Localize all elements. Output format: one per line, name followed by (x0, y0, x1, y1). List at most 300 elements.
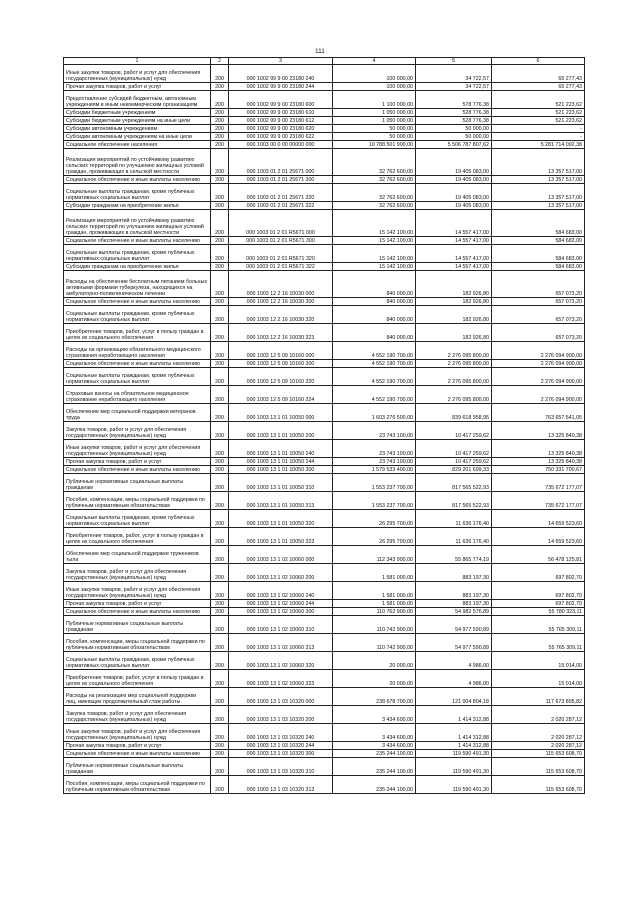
row-executed-cell: 34 722,57 (416, 83, 492, 91)
row-kbk-cell: 000 1003 13 1 01 10050 310 (229, 474, 333, 492)
row-code-cell: 200 (211, 724, 229, 742)
row-code-cell: 200 (211, 616, 229, 634)
row-code-cell: 200 (211, 109, 229, 117)
row-approved-cell: 3 434 600,00 (333, 742, 416, 750)
row-unexecuted-cell: 2 276 094 900,00 (492, 360, 585, 368)
row-code-cell: 200 (211, 184, 229, 202)
row-code-cell: 200 (211, 263, 229, 271)
row-name-cell: Социальные выплаты гражданам, кроме публичных нормативных социальных выплат (64, 510, 211, 528)
row-executed-cell: 4 986,00 (416, 670, 492, 688)
row-kbk-cell: 000 1003 13 1 02 10060 323 (229, 670, 333, 688)
row-code-cell: 200 (211, 176, 229, 184)
row-unexecuted-cell: 55 780 323,11 (492, 608, 585, 616)
row-name-cell: Закупка товаров, работ и услуг для обеспечения государственных (муниципальных) нужд (64, 564, 211, 582)
table-row (64, 564, 585, 582)
row-code-cell: 200 (211, 117, 229, 125)
row-code-cell: 200 (211, 83, 229, 91)
row-approved-cell: 26 295 700,00 (333, 510, 416, 528)
row-code-cell: 200 (211, 202, 229, 210)
row-kbk-cell: 000 1003 13 1 01 10050 323 (229, 528, 333, 546)
row-kbk-cell: 000 1003 12 5 09 10160 320 (229, 368, 333, 386)
row-executed-cell: 182 926,80 (416, 298, 492, 306)
row-kbk-cell: 000 1003 13 1 03 10320 240 (229, 724, 333, 742)
row-executed-cell: 10 417 259,62 (416, 458, 492, 466)
row-approved-cell: 32 762 600,00 (333, 202, 416, 210)
row-unexecuted-cell: 2 276 094 900,00 (492, 386, 585, 404)
row-name-cell: Социальное обеспечение и иные выплаты населению (64, 237, 211, 245)
row-approved-cell: 840 000,00 (333, 271, 416, 298)
row-executed-cell: 19 405 083,00 (416, 202, 492, 210)
table-row (64, 634, 585, 652)
row-kbk-cell: 000 1003 01 2 01 25671 320 (229, 184, 333, 202)
row-approved-cell: 4 552 190 700,00 (333, 360, 416, 368)
row-name-cell: Иные закупки товаров, работ и услуг для обеспечения государственных (муниципальных) нужд (64, 724, 211, 742)
row-code-cell: 200 (211, 758, 229, 776)
row-unexecuted-cell: 521 223,62 (492, 91, 585, 109)
row-kbk-cell: 000 1003 12 2 16 10030 300 (229, 298, 333, 306)
row-executed-cell: 54 977 590,89 (416, 634, 492, 652)
row-unexecuted-cell: - (492, 125, 585, 133)
row-name-cell: Субсидии бюджетным учреждениям на иные цели (64, 117, 211, 125)
row-unexecuted-cell: 13 325 840,38 (492, 458, 585, 466)
table-row (64, 776, 585, 794)
row-unexecuted-cell: 115 653 608,70 (492, 750, 585, 758)
table-row (64, 65, 585, 83)
row-name-cell: Социальное обеспечение населения (64, 141, 211, 149)
row-kbk-cell: 000 1003 13 1 03 10320 000 (229, 688, 333, 706)
table-row (64, 298, 585, 306)
row-unexecuted-cell: 697 802,70 (492, 564, 585, 582)
row-code-cell: 200 (211, 564, 229, 582)
row-name-cell: Обеспечение мер социальной поддержки тружеников тыла (64, 546, 211, 564)
table-row (64, 245, 585, 263)
row-approved-cell: 32 762 600,00 (333, 149, 416, 176)
table-row (64, 184, 585, 202)
row-code-cell: 200 (211, 510, 229, 528)
row-unexecuted-cell: 584 683,00 (492, 210, 585, 237)
row-name-cell: Реализация мероприятий по устойчивому развитию сельских территорий по улучшению жилищных условий граждан, проживающих в сельской местности (64, 149, 211, 176)
table-row (64, 688, 585, 706)
row-unexecuted-cell: 15 014,00 (492, 670, 585, 688)
row-name-cell: Социальное обеспечение и иные выплаты населению (64, 298, 211, 306)
table-row (64, 368, 585, 386)
table-row (64, 750, 585, 758)
row-code-cell: 200 (211, 342, 229, 360)
row-executed-cell: 839 618 958,95 (416, 404, 492, 422)
row-kbk-cell: 000 1003 01 2 01 25671 322 (229, 202, 333, 210)
row-kbk-cell: 000 1003 13 1 02 10060 300 (229, 608, 333, 616)
row-approved-cell: 50 000,00 (333, 133, 416, 141)
row-name-cell: Расходы на реализацию мер социальной поддержки лиц, имеющих продолжительный стаж работы (64, 688, 211, 706)
row-code-cell: 200 (211, 210, 229, 237)
row-approved-cell: 112 343 900,00 (333, 546, 416, 564)
row-kbk-cell: 000 1003 13 1 01 10050 320 (229, 510, 333, 528)
row-name-cell: Иные закупки товаров, работ и услуг для обеспечения государственных (муниципальных) нужд (64, 65, 211, 83)
row-executed-cell: 14 557 417,00 (416, 210, 492, 237)
row-executed-cell: 2 276 095 800,00 (416, 342, 492, 360)
row-kbk-cell: 000 1003 13 1 01 10050 200 (229, 422, 333, 440)
table-row (64, 117, 585, 125)
row-kbk-cell: 000 1003 13 1 02 10060 240 (229, 582, 333, 600)
row-name-cell: Пособия, компенсации, меры социальной поддержки по публичным нормативным обязательствам (64, 492, 211, 510)
row-executed-cell: 19 405 083,00 (416, 149, 492, 176)
row-executed-cell: 578 776,38 (416, 91, 492, 109)
header-cell: 6 (492, 58, 585, 65)
row-approved-cell: 4 552 190 700,00 (333, 342, 416, 360)
row-approved-cell: 1 553 237 700,00 (333, 492, 416, 510)
row-executed-cell: 10 417 259,62 (416, 422, 492, 440)
row-kbk-cell: 000 1002 99 9 00 23180 622 (229, 133, 333, 141)
row-executed-cell: 182 926,80 (416, 271, 492, 298)
row-approved-cell: 50 000,00 (333, 125, 416, 133)
row-name-cell: Прочая закупка товаров, работ и услуг (64, 600, 211, 608)
row-name-cell: Субсидии автономным учреждениям на иные цели (64, 133, 211, 141)
row-kbk-cell: 000 1003 13 1 01 10050 244 (229, 458, 333, 466)
row-approved-cell: 10 788 501 900,00 (333, 141, 416, 149)
row-kbk-cell: 000 1003 01 2 01 25671 000 (229, 149, 333, 176)
row-unexecuted-cell: 115 653 608,70 (492, 776, 585, 794)
row-code-cell: 200 (211, 688, 229, 706)
row-approved-cell: 20 000,00 (333, 670, 416, 688)
row-unexecuted-cell: 521 223,62 (492, 117, 585, 125)
table-row (64, 440, 585, 458)
table-row (64, 91, 585, 109)
row-code-cell: 200 (211, 386, 229, 404)
row-kbk-cell: 000 1002 99 9 00 23180 620 (229, 125, 333, 133)
row-kbk-cell: 000 1003 13 1 03 10320 310 (229, 758, 333, 776)
row-name-cell: Публичные нормативные социальные выплаты гражданам (64, 616, 211, 634)
table-row (64, 458, 585, 466)
row-approved-cell: 1 100 000,00 (333, 91, 416, 109)
row-executed-cell: 5 506 787 807,62 (416, 141, 492, 149)
table-row (64, 474, 585, 492)
row-kbk-cell: 000 1002 99 9 00 23180 612 (229, 117, 333, 125)
row-unexecuted-cell: 55 765 309,11 (492, 616, 585, 634)
row-kbk-cell: 000 1003 12 5 09 10160 000 (229, 342, 333, 360)
row-code-cell: 200 (211, 652, 229, 670)
row-approved-cell: 15 142 100,00 (333, 263, 416, 271)
row-unexecuted-cell: 750 331 700,67 (492, 466, 585, 474)
row-name-cell: Социальные выплаты гражданам, кроме публичных нормативных социальных выплат (64, 306, 211, 324)
row-unexecuted-cell: 15 014,00 (492, 652, 585, 670)
table-row (64, 141, 585, 149)
row-approved-cell: 15 142 100,00 (333, 210, 416, 237)
row-name-cell: Субсидии гражданам на приобретение жилья (64, 202, 211, 210)
row-executed-cell: 1 414 312,88 (416, 706, 492, 724)
row-approved-cell: 1 553 237 700,00 (333, 474, 416, 492)
row-unexecuted-cell: 56 478 125,81 (492, 546, 585, 564)
row-code-cell: 200 (211, 776, 229, 794)
row-unexecuted-cell: 14 659 523,60 (492, 510, 585, 528)
row-approved-cell: 235 244 100,00 (333, 776, 416, 794)
row-approved-cell: 1 050 000,00 (333, 109, 416, 117)
row-executed-cell: 11 636 176,40 (416, 510, 492, 528)
row-name-cell: Прочая закупка товаров, работ и услуг (64, 83, 211, 91)
row-name-cell: Реализация мероприятий по устойчивому развитию сельских территорий по улучшению жилищных условий граждан, проживающих в сельской местности (64, 210, 211, 237)
table-row (64, 758, 585, 776)
row-unexecuted-cell: 2 020 287,12 (492, 706, 585, 724)
row-code-cell: 200 (211, 742, 229, 750)
row-kbk-cell: 000 1003 12 2 16 10030 320 (229, 306, 333, 324)
row-code-cell: 200 (211, 237, 229, 245)
row-kbk-cell: 000 1003 00 0 00 00000 000 (229, 141, 333, 149)
table-row (64, 608, 585, 616)
table-row (64, 466, 585, 474)
budget-table (63, 57, 585, 794)
row-unexecuted-cell: 55 765 309,11 (492, 634, 585, 652)
row-code-cell: 200 (211, 141, 229, 149)
table-row (64, 404, 585, 422)
row-kbk-cell: 000 1002 99 9 00 23180 244 (229, 83, 333, 91)
row-executed-cell: 1 414 312,88 (416, 742, 492, 750)
row-approved-cell: 1 581 000,00 (333, 564, 416, 582)
row-approved-cell: 1 050 000,00 (333, 117, 416, 125)
row-unexecuted-cell: 657 073,20 (492, 271, 585, 298)
row-name-cell: Субсидии гражданам на приобретение жилья (64, 263, 211, 271)
row-executed-cell: 119 590 491,30 (416, 750, 492, 758)
table-row (64, 176, 585, 184)
row-code-cell: 200 (211, 404, 229, 422)
row-name-cell: Прочая закупка товаров, работ и услуг (64, 742, 211, 750)
row-code-cell: 200 (211, 324, 229, 342)
table-row (64, 386, 585, 404)
row-kbk-cell: 000 1003 01 2 01 25671 300 (229, 176, 333, 184)
row-name-cell: Социальное обеспечение и иные выплаты населению (64, 608, 211, 616)
row-unexecuted-cell: 763 657 541,05 (492, 404, 585, 422)
row-code-cell: 200 (211, 360, 229, 368)
row-approved-cell: 1 581 000,00 (333, 600, 416, 608)
table-row (64, 109, 585, 117)
row-approved-cell: 110 762 900,00 (333, 608, 416, 616)
row-code-cell: 200 (211, 492, 229, 510)
row-unexecuted-cell: 584 683,00 (492, 237, 585, 245)
row-unexecuted-cell: 735 672 177,07 (492, 474, 585, 492)
row-name-cell: Предоставление субсидий бюджетным, автономным учреждениям и иным некоммерческим организациям (64, 91, 211, 109)
table-row (64, 342, 585, 360)
table-row (64, 133, 585, 141)
row-executed-cell: 4 986,00 (416, 652, 492, 670)
row-executed-cell: 119 590 491,30 (416, 776, 492, 794)
table-row (64, 600, 585, 608)
row-executed-cell: 10 417 259,62 (416, 440, 492, 458)
row-name-cell: Закупка товаров, работ и услуг для обеспечения государственных (муниципальных) нужд (64, 422, 211, 440)
header-cell: 2 (211, 58, 229, 65)
row-kbk-cell: 000 1003 13 1 03 10320 313 (229, 776, 333, 794)
row-executed-cell: 119 590 491,30 (416, 758, 492, 776)
row-code-cell: 200 (211, 474, 229, 492)
row-name-cell: Прочая закупка товаров, работ и услуг (64, 458, 211, 466)
row-approved-cell: 15 142 100,00 (333, 245, 416, 263)
row-unexecuted-cell: 117 673 895,82 (492, 688, 585, 706)
row-unexecuted-cell: 14 659 523,60 (492, 528, 585, 546)
table-row (64, 670, 585, 688)
row-approved-cell: 1 579 533 400,00 (333, 466, 416, 474)
row-unexecuted-cell: 2 020 287,12 (492, 742, 585, 750)
header-cell: 4 (333, 58, 416, 65)
row-kbk-cell: 000 1003 13 1 01 10050 300 (229, 466, 333, 474)
row-name-cell: Социальные выплаты гражданам, кроме публичных нормативных социальных выплат (64, 652, 211, 670)
header-cell: 1 (64, 58, 211, 65)
row-name-cell: Субсидии автономным учреждениям (64, 125, 211, 133)
row-code-cell: 200 (211, 458, 229, 466)
row-code-cell: 200 (211, 750, 229, 758)
row-kbk-cell: 000 1003 12 5 09 10160 300 (229, 360, 333, 368)
row-executed-cell: 55 865 774,19 (416, 546, 492, 564)
row-code-cell: 200 (211, 634, 229, 652)
row-unexecuted-cell: 657 073,20 (492, 298, 585, 306)
row-name-cell: Приобретение товаров, работ, услуг в пользу граждан в целях их социального обеспечения (64, 528, 211, 546)
table-row (64, 306, 585, 324)
row-unexecuted-cell: 65 277,43 (492, 83, 585, 91)
row-executed-cell: 19 405 083,00 (416, 176, 492, 184)
row-approved-cell: 23 743 100,00 (333, 458, 416, 466)
row-unexecuted-cell: 2 276 094 900,00 (492, 342, 585, 360)
row-kbk-cell: 000 1003 12 2 16 10030 000 (229, 271, 333, 298)
row-code-cell: 200 (211, 125, 229, 133)
row-name-cell: Закупка товаров, работ и услуг для обеспечения государственных (муниципальных) нужд (64, 706, 211, 724)
row-name-cell: Расходы на организацию обязательного медицинского страхования неработающего населения (64, 342, 211, 360)
table-row (64, 422, 585, 440)
row-code-cell: 200 (211, 528, 229, 546)
row-code-cell: 200 (211, 582, 229, 600)
row-name-cell: Социальные выплаты гражданам, кроме публичных нормативных социальных выплат (64, 245, 211, 263)
row-code-cell: 200 (211, 546, 229, 564)
row-kbk-cell: 000 1003 13 1 02 10060 244 (229, 600, 333, 608)
row-kbk-cell: 000 1003 13 1 03 10320 244 (229, 742, 333, 750)
row-executed-cell: 19 405 083,00 (416, 184, 492, 202)
row-kbk-cell: 000 1002 99 9 00 23180 600 (229, 91, 333, 109)
table-row (64, 125, 585, 133)
row-unexecuted-cell: 13 357 517,00 (492, 176, 585, 184)
row-unexecuted-cell: 697 802,70 (492, 582, 585, 600)
row-kbk-cell: 000 1003 13 1 01 10050 313 (229, 492, 333, 510)
row-approved-cell: 15 142 100,00 (333, 237, 416, 245)
row-name-cell: Социальные выплаты гражданам, кроме публичных нормативных социальных выплат (64, 368, 211, 386)
header-cell: 5 (416, 58, 492, 65)
table-row (64, 652, 585, 670)
table-row (64, 706, 585, 724)
row-unexecuted-cell: 657 073,20 (492, 324, 585, 342)
row-executed-cell: 121 004 804,18 (416, 688, 492, 706)
row-executed-cell: 817 565 522,93 (416, 474, 492, 492)
table-row (64, 237, 585, 245)
table-row (64, 492, 585, 510)
row-unexecuted-cell: 13 357 517,00 (492, 202, 585, 210)
row-executed-cell: 2 276 095 800,00 (416, 368, 492, 386)
row-kbk-cell: 000 1003 13 1 02 10060 200 (229, 564, 333, 582)
row-name-cell: Расходы на обеспечение бесплатным питанием больных активными формами туберкулеза, находящихся на амбулаторно-поликлиническом лечении (64, 271, 211, 298)
row-name-cell: Публичные нормативные социальные выплаты гражданам (64, 758, 211, 776)
row-kbk-cell: 000 1003 01 2 01 R5671 300 (229, 237, 333, 245)
row-code-cell: 200 (211, 600, 229, 608)
row-kbk-cell: 000 1003 13 1 03 10320 300 (229, 750, 333, 758)
row-unexecuted-cell: 13 325 840,38 (492, 422, 585, 440)
table-row (64, 210, 585, 237)
row-kbk-cell: 000 1003 13 1 01 10050 000 (229, 404, 333, 422)
row-code-cell: 200 (211, 368, 229, 386)
table-row (64, 202, 585, 210)
row-code-cell: 200 (211, 422, 229, 440)
row-executed-cell: 817 565 522,93 (416, 492, 492, 510)
row-code-cell: 200 (211, 245, 229, 263)
row-kbk-cell: 000 1003 13 1 03 10320 200 (229, 706, 333, 724)
row-kbk-cell: 000 1003 12 2 16 10030 323 (229, 324, 333, 342)
table-row (64, 271, 585, 298)
row-name-cell: Социальное обеспечение и иные выплаты населению (64, 176, 211, 184)
row-name-cell: Приобретение товаров, работ, услуг в пользу граждан в целях их социального обеспечения (64, 670, 211, 688)
row-code-cell: 200 (211, 440, 229, 458)
row-unexecuted-cell: 735 672 177,07 (492, 492, 585, 510)
table-row (64, 510, 585, 528)
table-row (64, 324, 585, 342)
row-name-cell: Пособия, компенсации, меры социальной поддержки по публичным нормативным обязательствам (64, 776, 211, 794)
row-kbk-cell: 000 1003 01 2 01 R5671 322 (229, 263, 333, 271)
row-kbk-cell: 000 1003 01 2 01 R5671 320 (229, 245, 333, 263)
row-approved-cell: 3 434 600,00 (333, 706, 416, 724)
row-executed-cell: 883 197,30 (416, 582, 492, 600)
row-approved-cell: 235 244 100,00 (333, 750, 416, 758)
row-code-cell: 200 (211, 306, 229, 324)
row-approved-cell: 1 581 000,00 (333, 582, 416, 600)
row-code-cell: 200 (211, 706, 229, 724)
table-row (64, 724, 585, 742)
row-executed-cell: 14 557 417,00 (416, 237, 492, 245)
row-kbk-cell: 000 1002 99 9 00 23180 240 (229, 65, 333, 83)
row-code-cell: 200 (211, 298, 229, 306)
row-executed-cell: 182 926,80 (416, 306, 492, 324)
row-code-cell: 200 (211, 149, 229, 176)
row-approved-cell: 238 678 700,00 (333, 688, 416, 706)
row-code-cell: 200 (211, 133, 229, 141)
row-executed-cell: 883 197,30 (416, 600, 492, 608)
row-executed-cell: 54 977 590,89 (416, 616, 492, 634)
row-kbk-cell: 000 1003 13 1 02 10060 320 (229, 652, 333, 670)
row-code-cell: 200 (211, 91, 229, 109)
row-executed-cell: 54 982 576,89 (416, 608, 492, 616)
row-code-cell: 200 (211, 65, 229, 83)
row-approved-cell: 32 762 600,00 (333, 184, 416, 202)
row-executed-cell: 50 000,00 (416, 133, 492, 141)
table-row (64, 83, 585, 91)
row-executed-cell: 34 722,57 (416, 65, 492, 83)
row-code-cell: 200 (211, 271, 229, 298)
row-approved-cell: 26 295 700,00 (333, 528, 416, 546)
table-row (64, 546, 585, 564)
row-unexecuted-cell: 5 281 714 092,38 (492, 141, 585, 149)
row-approved-cell: 4 552 190 700,00 (333, 368, 416, 386)
row-approved-cell: 100 000,00 (333, 83, 416, 91)
row-approved-cell: 23 743 100,00 (333, 422, 416, 440)
row-name-cell: Публичные нормативные социальные выплаты гражданам (64, 474, 211, 492)
row-unexecuted-cell: 584 683,00 (492, 245, 585, 263)
row-unexecuted-cell: 13 357 517,00 (492, 184, 585, 202)
table-row (64, 528, 585, 546)
row-unexecuted-cell: 697 802,70 (492, 600, 585, 608)
row-approved-cell: 20 000,00 (333, 652, 416, 670)
row-approved-cell: 110 742 900,00 (333, 616, 416, 634)
row-kbk-cell: 000 1003 01 2 01 R5671 000 (229, 210, 333, 237)
row-executed-cell: 2 276 095 800,00 (416, 386, 492, 404)
row-approved-cell: 4 552 190 700,00 (333, 386, 416, 404)
row-name-cell: Приобретение товаров, работ, услуг в пользу граждан в целях их социального обеспечения (64, 324, 211, 342)
row-approved-cell: 23 743 100,00 (333, 440, 416, 458)
row-unexecuted-cell: 13 325 840,38 (492, 440, 585, 458)
row-name-cell: Пособия, компенсации, меры социальной поддержки по публичным нормативным обязательствам (64, 634, 211, 652)
row-unexecuted-cell: - (492, 133, 585, 141)
table-row (64, 616, 585, 634)
row-name-cell: Иные закупки товаров, работ и услуг для обеспечения государственных (муниципальных) нужд (64, 440, 211, 458)
table-row (64, 149, 585, 176)
